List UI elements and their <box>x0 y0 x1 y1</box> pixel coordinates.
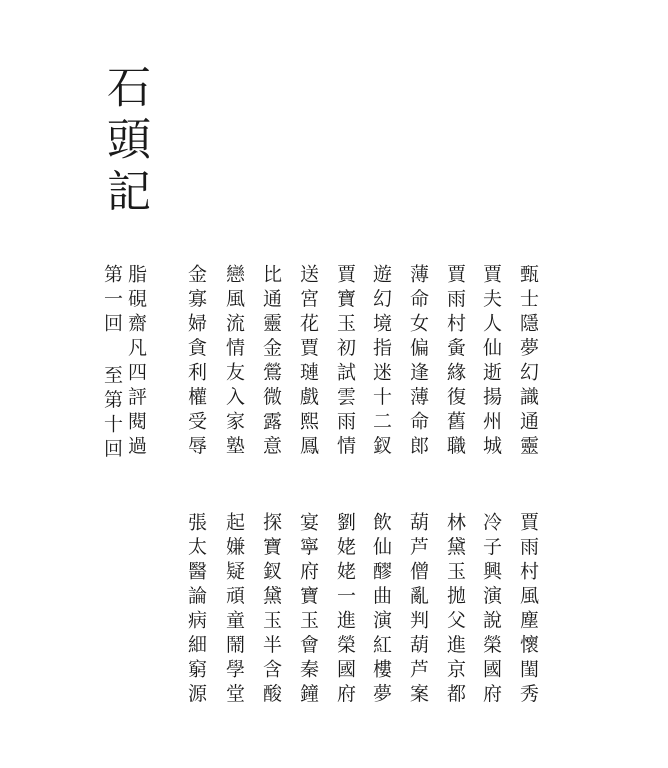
chapter-10-couplet-second: 張太醫論病細窮源 <box>185 512 207 708</box>
chapter-5-couplet-first: 遊幻境指迷十二釵 <box>370 264 392 460</box>
chapter-4-couplet-first: 薄命女偏逢薄命郎 <box>407 264 429 460</box>
chapter-9-couplet-first: 戀風流情友入家塾 <box>223 264 245 460</box>
chapter-2-couplet-first: 賈夫人仙逝揚州城 <box>480 264 502 460</box>
chapter-6-couplet-first: 賈寶玉初試雲雨情 <box>334 264 356 460</box>
chapter-7-couplet-first: 送宮花賈璉戲熙鳳 <box>297 264 319 460</box>
book-title: 石頭記 <box>99 64 150 220</box>
chapter-10-couplet-first: 金寡婦貪利權受辱 <box>185 264 207 460</box>
chapter-7-couplet-second: 宴寧府寶玉會秦鐘 <box>297 512 319 708</box>
chapter-1-couplet-second: 賈雨村風塵懷閨秀 <box>517 512 539 708</box>
subtitle-line-chapter-range: 第一回 至第十回 <box>101 264 123 463</box>
chapter-1-couplet-first: 甄士隱夢幻識通靈 <box>517 264 539 460</box>
subtitle-line-commentary: 脂硯齋凡四評閱過 <box>125 264 147 460</box>
chapter-9-couplet-second: 起嫌疑頑童鬧學堂 <box>223 512 245 708</box>
chapter-3-couplet-second: 林黛玉拋父進京都 <box>444 512 466 708</box>
chapter-6-couplet-second: 劉姥姥一進榮國府 <box>334 512 356 708</box>
chapter-2-couplet-second: 冷子興演說榮國府 <box>480 512 502 708</box>
chapter-5-couplet-second: 飲仙醪曲演紅樓夢 <box>370 512 392 708</box>
subtitle <box>100 264 148 463</box>
chapter-3-couplet-first: 賈雨村夤緣復舊職 <box>444 264 466 460</box>
chapter-8-couplet-first: 比通靈金鶯微露意 <box>260 264 282 460</box>
chapter-4-couplet-second: 葫芦僧亂判葫芦案 <box>407 512 429 708</box>
chapter-8-couplet-second: 探寶釵黛玉半含酸 <box>260 512 282 708</box>
